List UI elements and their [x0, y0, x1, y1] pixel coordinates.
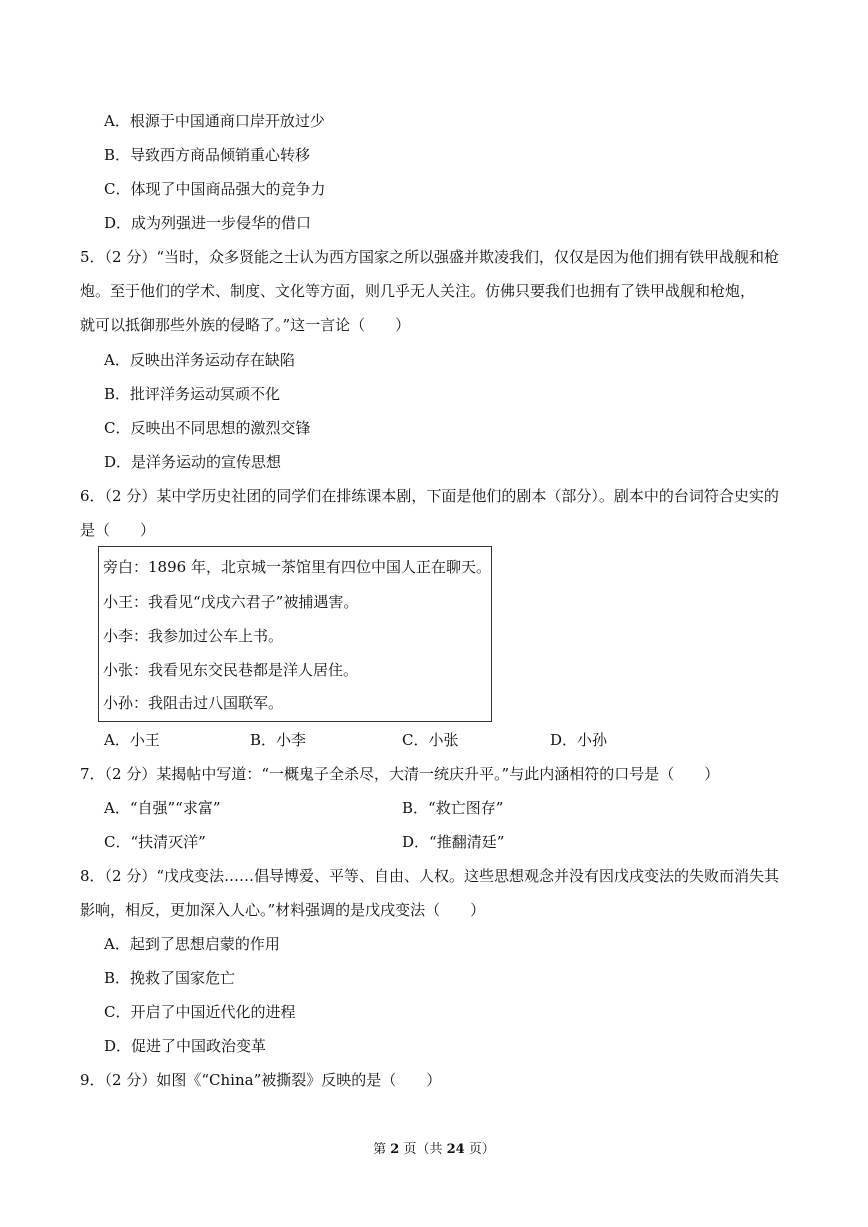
script-box: [98, 546, 492, 722]
script-line-narrator: 旁白：1896 年，北京城一茶馆里有四位中国人正在聊天。: [103, 558, 491, 576]
script-line-xiaoli: 小李：我参加过公车上书。: [103, 627, 284, 645]
q7-stem: 7．（2 分）某揭帖中写道：“一概鬼子全杀尽，大清一统庆升平。”与此内涵相符的口号是（ ）: [80, 765, 720, 783]
footer-suffix: 页）: [464, 1142, 495, 1157]
q6-option-d: D．小孙: [550, 731, 608, 749]
q8-option-d: D．促进了中国政治变革: [104, 1037, 267, 1055]
q5-stem-line-2: 炮。至于他们的学术、制度、文化等方面，则几乎无人关注。仿佛只要我们也拥有了铁甲战舰和枪炮，: [80, 282, 756, 300]
page-footer: [0, 1138, 868, 1157]
q6-option-c: C．小张: [402, 731, 459, 749]
q5-stem-line-3: 就可以抵御那些外族的侵略了。”这一言论（ ）: [80, 316, 411, 334]
q8-stem-line-2: 影响，相反，更加深入人心。”材料强调的是戊戌变法（ ）: [80, 901, 486, 919]
q7-option-c: C．“扶清灭洋”: [104, 833, 206, 851]
q4-option-a: A．根源于中国通商口岸开放过少: [104, 112, 325, 130]
footer-page-number: 2: [390, 1142, 400, 1157]
q4-option-c: C．体现了中国商品强大的竞争力: [104, 180, 326, 198]
script-line-xiaozhang: 小张：我看见东交民巷都是洋人居住。: [103, 661, 359, 679]
footer-prefix: 第: [373, 1142, 391, 1157]
script-line-xiaowang: 小王：我看见“戊戌六君子”被捕遇害。: [103, 593, 359, 611]
q5-option-a: A．反映出洋务运动存在缺陷: [104, 351, 295, 369]
script-line-xiaosun: 小孙：我阻击过八国联军。: [103, 694, 284, 712]
q6-stem-line-2: 是（ ）: [80, 521, 156, 539]
q8-option-c: C．开启了中国近代化的进程: [104, 1003, 296, 1021]
q7-option-b: B．“救亡图存”: [402, 799, 504, 817]
footer-middle: 页（共: [399, 1142, 447, 1157]
q4-option-b: B．导致西方商品倾销重心转移: [104, 146, 311, 164]
q7-option-d: D．“推翻清廷”: [402, 833, 505, 851]
q7-option-a: A．“自强”“求富”: [104, 799, 221, 817]
q6-option-b: B．小李: [250, 731, 307, 749]
footer-total-pages: 24: [446, 1142, 465, 1157]
q5-option-c: C．反映出不同思想的激烈交锋: [104, 419, 311, 437]
q5-option-b: B．批评洋务运动冥顽不化: [104, 385, 281, 403]
q8-option-a: A．起到了思想启蒙的作用: [104, 935, 280, 953]
q5-option-d: D．是洋务运动的宣传思想: [104, 453, 282, 471]
q8-stem-line-1: 8．（2 分）“戊戌变法……倡导博爱、平等、自由、人权。这些思想观念并没有因戊戌变法的失败而消失其: [80, 867, 780, 885]
q4-option-d: D．成为列强进一步侵华的借口: [104, 214, 312, 232]
q6-option-a: A．小王: [104, 731, 160, 749]
q8-option-b: B．挽救了国家危亡: [104, 969, 236, 987]
q5-stem-line-1: 5．（2 分）“当时，众多贤能之士认为西方国家之所以强盛并欺凌我们，仅仅是因为他们拥有铁甲战舰和枪: [80, 248, 780, 266]
q9-stem: 9．（2 分）如图《“China”被撕裂》反映的是（ ）: [80, 1071, 442, 1089]
q6-stem-line-1: 6．（2 分）某中学历史社团的同学们在排练课本剧，下面是他们的剧本（部分）。剧本中的台词符合史实的: [80, 487, 779, 505]
